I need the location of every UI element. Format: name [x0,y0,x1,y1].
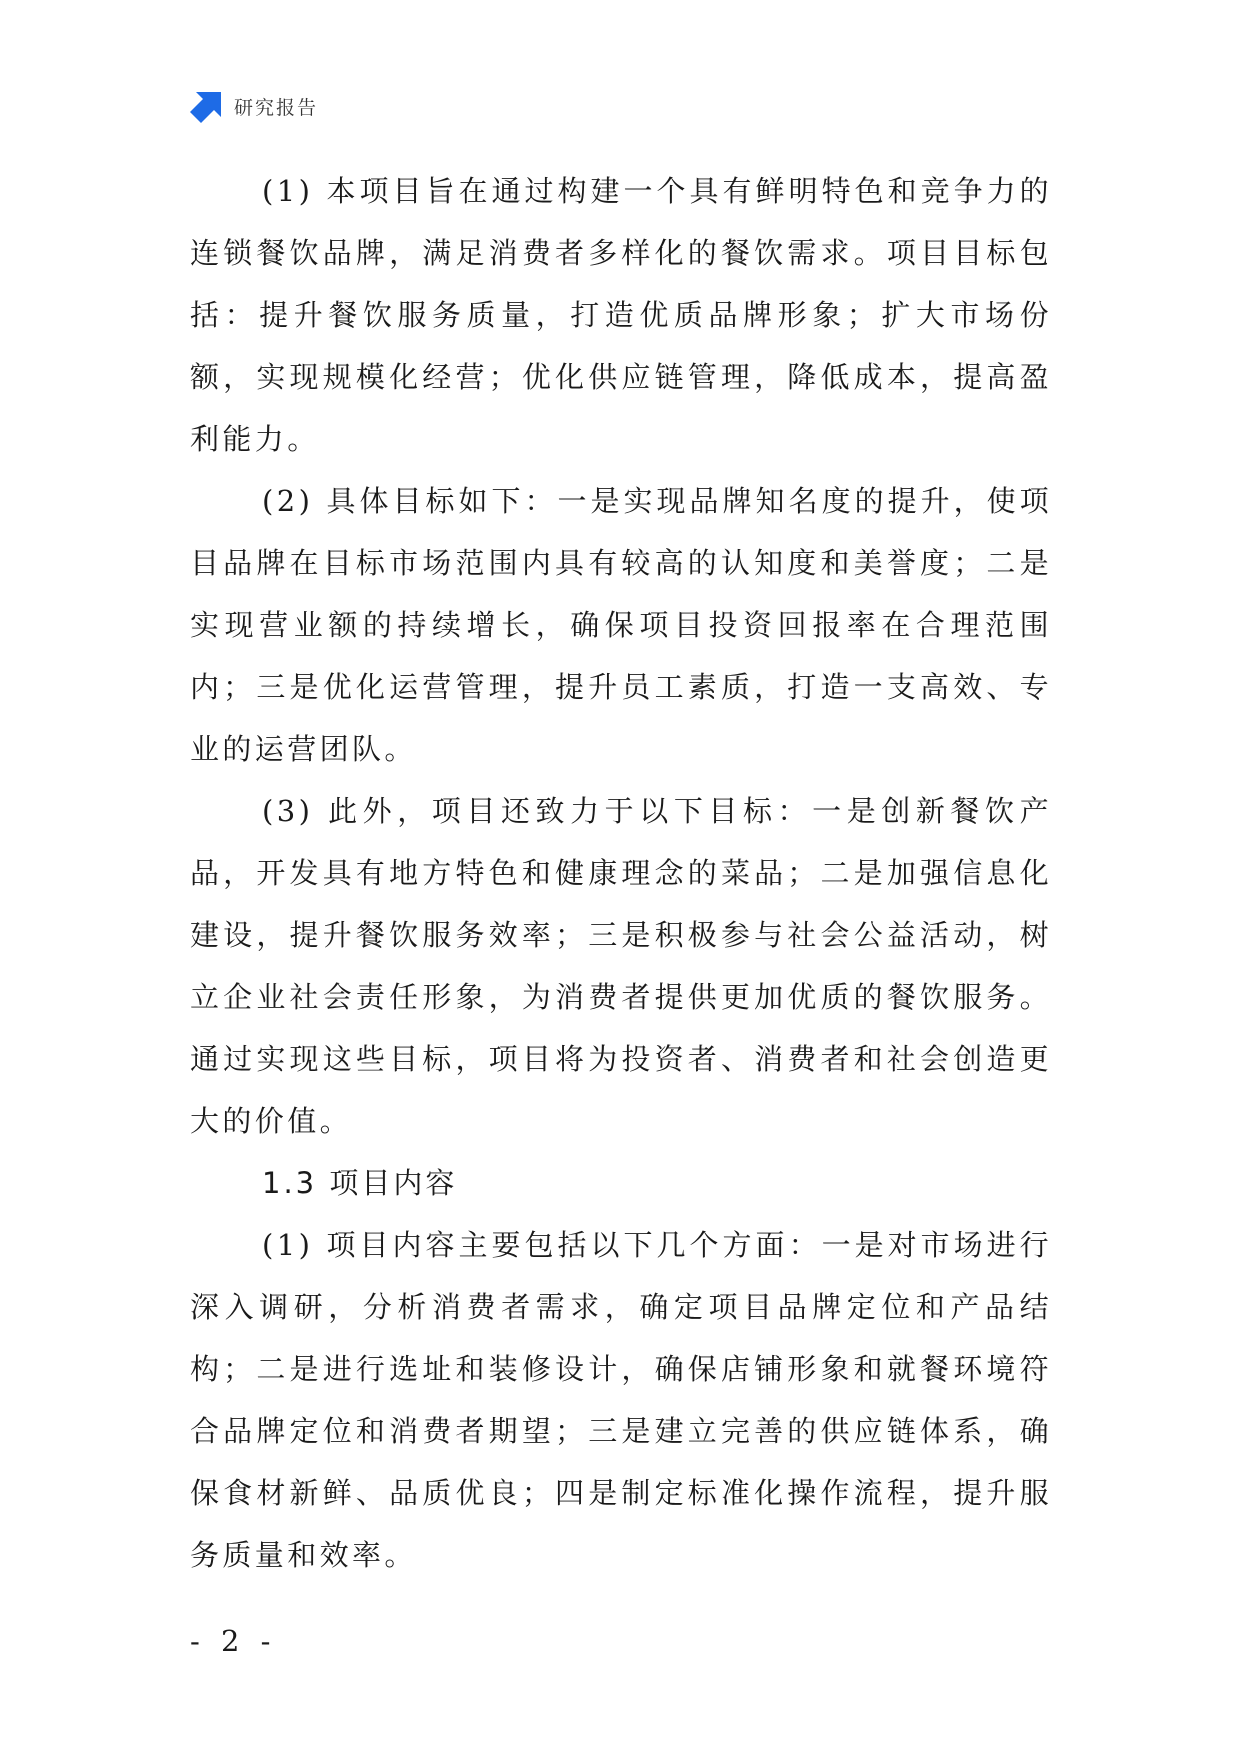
report-header [190,88,318,124]
header-title: 研究报告 [234,96,319,119]
document-body [190,160,1052,1586]
paragraph-content-1: (1) 项目内容主要包括以下几个方面：一是对市场进行深入调研，分析消费者需求，确定项目品牌定位和产品结构；二是进行选址和装修设计，确保店铺形象和就餐环境符合品牌定位和消费者期望；三是建立完善的供应链体系，确保食材新鲜、品质优良；四是制定标准化操作流程，提升服务质量和效率。 [190,1228,1052,1572]
section-heading: 1.3 项目内容 [262,1166,458,1200]
arrow-up-right-icon [190,89,224,123]
page-number: - 2 - [190,1624,277,1658]
paragraph-goal-2: (2) 具体目标如下：一是实现品牌知名度的提升，使项目品牌在目标市场范围内具有较高的认知度和美誉度；二是实现营业额的持续增长，确保项目投资回报率在合理范围内；三是优化运营管理，提升员工素质，打造一支高效、专业的运营团队。 [190,484,1052,766]
paragraph-goal-3: (3) 此外，项目还致力于以下目标：一是创新餐饮产品，开发具有地方特色和健康理念的菜品；二是加强信息化建设，提升餐饮服务效率；三是积极参与社会公益活动，树立企业社会责任形象，为消费者提供更加优质的餐饮服务。通过实现这些目标，项目将为投资者、消费者和社会创造更大的价值。 [190,794,1052,1138]
paragraph-goal-1: (1) 本项目旨在通过构建一个具有鲜明特色和竞争力的连锁餐饮品牌，满足消费者多样化的餐饮需求。项目目标包括：提升餐饮服务质量，打造优质品牌形象；扩大市场份额，实现规模化经营；优化供应链管理，降低成本，提高盈利能力。 [190,174,1052,456]
